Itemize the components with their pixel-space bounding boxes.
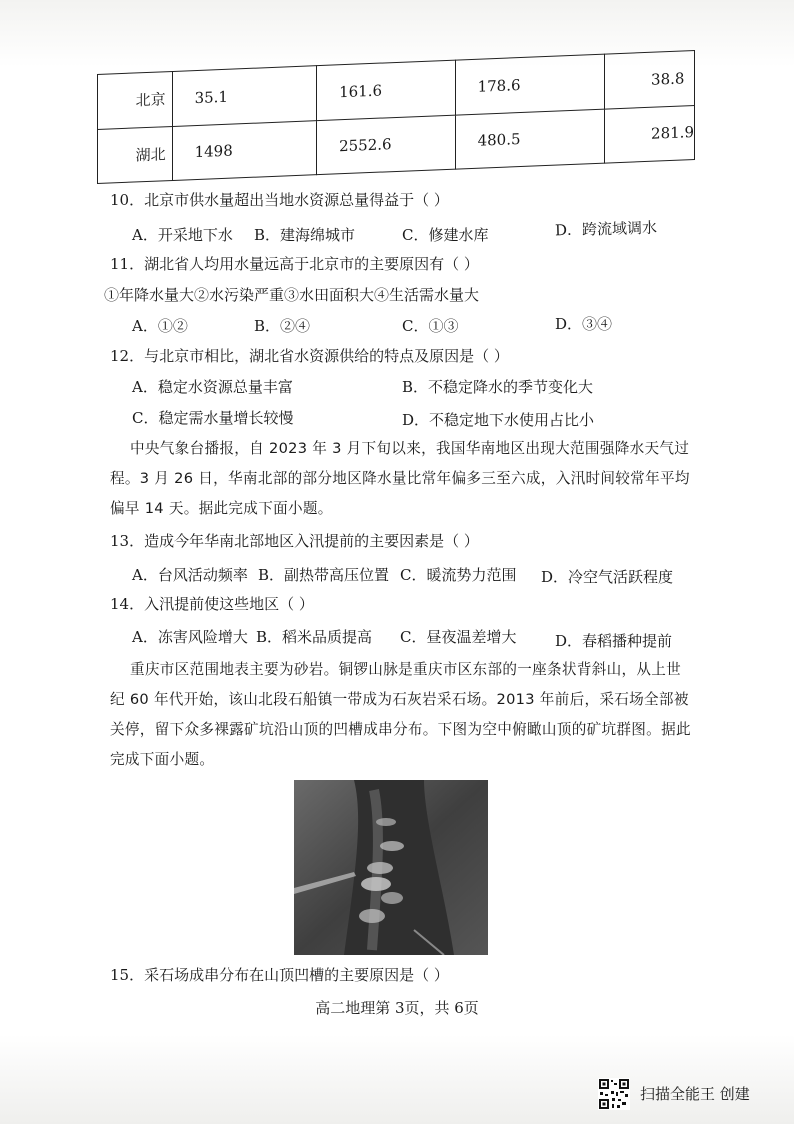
question-11-option-c: C．①③ bbox=[402, 317, 459, 335]
passage-chongqing-quarry: 重庆市区范围地表主要为砂岩。铜锣山脉是重庆市区东部的一座条状背斜山，从上世纪 60 年代开始，该山北段石船镇一带成为石灰岩采石场。2013 年前后，采石场全部被关停，留下众多裸露矿坑沿山顶的凹槽成串分布。下图为空中俯瞰山顶的矿坑群图。据此完成下面小题。 bbox=[110, 661, 691, 768]
question-11-items: ①年降水量大②水污染严重③水田面积大④生活需水量大 bbox=[104, 286, 480, 304]
question-12-option-a: A．稳定水资源总量丰富 bbox=[132, 378, 293, 396]
question-13-stem: 13．造成今年华南北部地区入汛提前的主要因素是（ ） bbox=[110, 532, 479, 550]
quarry-aerial-photo bbox=[294, 780, 488, 955]
question-12-option-d: D．不稳定地下水使用占比小 bbox=[402, 411, 595, 429]
question-14-option-b: B．稻米品质提高 bbox=[256, 628, 373, 646]
question-12-option-c: C．稳定需水量增长较慢 bbox=[132, 409, 294, 427]
table-cell-region: 湖北 bbox=[98, 126, 173, 183]
page-footer: 高二地理第 3页，共 6页 bbox=[315, 999, 479, 1017]
question-11-option-b: B．②④ bbox=[254, 317, 311, 335]
question-14-option-a: A．冻害风险增大 bbox=[132, 628, 248, 646]
question-11-option-a: A．①② bbox=[132, 317, 188, 335]
quarry-photo-drawing bbox=[294, 780, 488, 955]
question-12-option-b: B．不稳定降水的季节变化大 bbox=[402, 378, 594, 396]
table-cell: 2552.6 bbox=[317, 115, 456, 175]
qr-code-icon bbox=[598, 1078, 630, 1110]
question-10-option-b: B．建海绵城市 bbox=[254, 226, 356, 244]
water-data-table bbox=[97, 50, 695, 184]
question-11-stem: 11．湖北省人均用水量远高于北京市的主要原因有（ ） bbox=[110, 255, 479, 273]
table-cell-region: 北京 bbox=[98, 71, 173, 128]
table-cell: 35.1 bbox=[172, 66, 316, 126]
question-13-option-b: B．副热带高压位置 bbox=[258, 566, 390, 584]
question-10-option-d: D．跨流域调水 bbox=[554, 218, 658, 240]
scanner-watermark-label: 扫描全能王 创建 bbox=[640, 1085, 750, 1103]
question-13-option-d: D．冷空气活跃程度 bbox=[541, 568, 674, 586]
question-14-option-c: C．昼夜温差增大 bbox=[400, 628, 517, 646]
question-15-stem: 15．采石场成串分布在山顶凹槽的主要原因是（ ） bbox=[110, 966, 449, 984]
passage-south-china-rain: 中央气象台播报，自 2023 年 3 月下旬以来，我国华南地区出现大范围强降水天气过程。3 月 26 日，华南北部的部分地区降水量比常年偏多三至六成，入汛时间较常年平均偏早 14 天。据此完成下面小题。 bbox=[110, 440, 690, 517]
question-10-option-c: C．修建水库 bbox=[402, 226, 489, 244]
question-14-option-d: D．春稻播种提前 bbox=[555, 632, 673, 650]
table-cell: 178.6 bbox=[455, 54, 604, 115]
table-cell: 480.5 bbox=[455, 109, 604, 170]
question-13-option-c: C．暖流势力范围 bbox=[400, 566, 517, 584]
question-10-stem: 10．北京市供水量超出当地水资源总量得益于（ ） bbox=[110, 191, 449, 209]
question-11-option-d: D．③④ bbox=[555, 315, 613, 333]
table-cell: 281.9 bbox=[605, 105, 695, 163]
question-10-option-a: A．开采地下水 bbox=[132, 226, 233, 244]
table-cell: 38.8 bbox=[605, 51, 695, 109]
table-cell: 161.6 bbox=[317, 60, 456, 120]
question-14-stem: 14．入汛提前使这些地区（ ） bbox=[110, 595, 314, 613]
question-13-option-a: A．台风活动频率 bbox=[132, 566, 248, 584]
table-cell: 1498 bbox=[172, 120, 316, 180]
question-12-stem: 12．与北京市相比，湖北省水资源供给的特点及原因是（ ） bbox=[110, 347, 509, 365]
